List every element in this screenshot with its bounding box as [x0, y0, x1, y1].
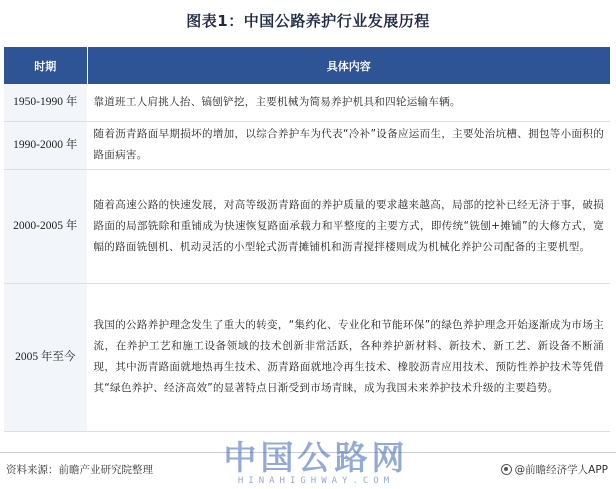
brand-label: @前瞻经济学人APP: [514, 464, 608, 476]
table-row: [4, 169, 610, 283]
footer: [0, 452, 616, 489]
content-cell: 靠道班工人肩挑人抬、镐刨铲挖，主要机械为简易养护机具和四轮运输车辆。: [87, 84, 610, 121]
period-cell: 2005 年至今: [4, 283, 87, 431]
table-header-row: [4, 47, 610, 84]
chart-title: 图表1：中国公路养护行业发展历程: [186, 12, 430, 30]
column-header-period: 时期: [4, 47, 87, 84]
content-cell: 我国的公路养护理念发生了重大的转变，“集约化、专业化和节能环保”的绿色养护理念开始逐渐成为市场主流，在养护工艺和施工设备领域的技术创新非常活跃，各种养护新材料、新技术、新工艺、新设备不断涌现，其中沥青路面就地热再生技术、沥青路面就地冷再生技术、橡胶沥青应用技术、预防性养护技术等凭借其“绿色养护、经济高效”的显著特点日渐受到市场青睐，成为我国未来养护技术升级的主要趋势。: [87, 283, 610, 431]
source-note: 资料来源：前瞻产业研究院整理: [6, 464, 153, 476]
watermark-main-text: 中国公路网: [223, 438, 409, 477]
content-cell: 随着高速公路的快速发展，对高等级沥青路面的养护质量的要求越来越高，局部的挖补已经无济于事，破损路面的局部铣除和重铺成为快速恢复路面承载力和平整度的主要方式，即传统“铣刨+摊铺”的大修方式，宽幅的路面铣刨机、机动灵活的小型轮式沥青摊铺机和沥青搅拌楼则成为机械化养护公司配备的主要机型。: [87, 169, 610, 283]
table-row: [4, 121, 610, 169]
period-cell: 1950-1990 年: [4, 84, 87, 121]
brand-credit: [501, 462, 608, 477]
column-header-content: 具体内容: [87, 47, 610, 84]
content-cell: 随着沥青路面早期损坏的增加，以综合养护车为代表“冷补”设备应运而生，主要处治坑槽、拥包等小面积的路面病害。: [87, 121, 610, 169]
period-cell: 1990-2000 年: [4, 121, 87, 169]
circle-dot-icon: [501, 464, 512, 475]
history-table: [4, 47, 610, 432]
watermark-sub-text: HINAHIGHWAY.COM: [237, 476, 395, 486]
table-row: [4, 283, 610, 431]
table-row: [4, 84, 610, 121]
period-cell: 2000-2005 年: [4, 169, 87, 283]
